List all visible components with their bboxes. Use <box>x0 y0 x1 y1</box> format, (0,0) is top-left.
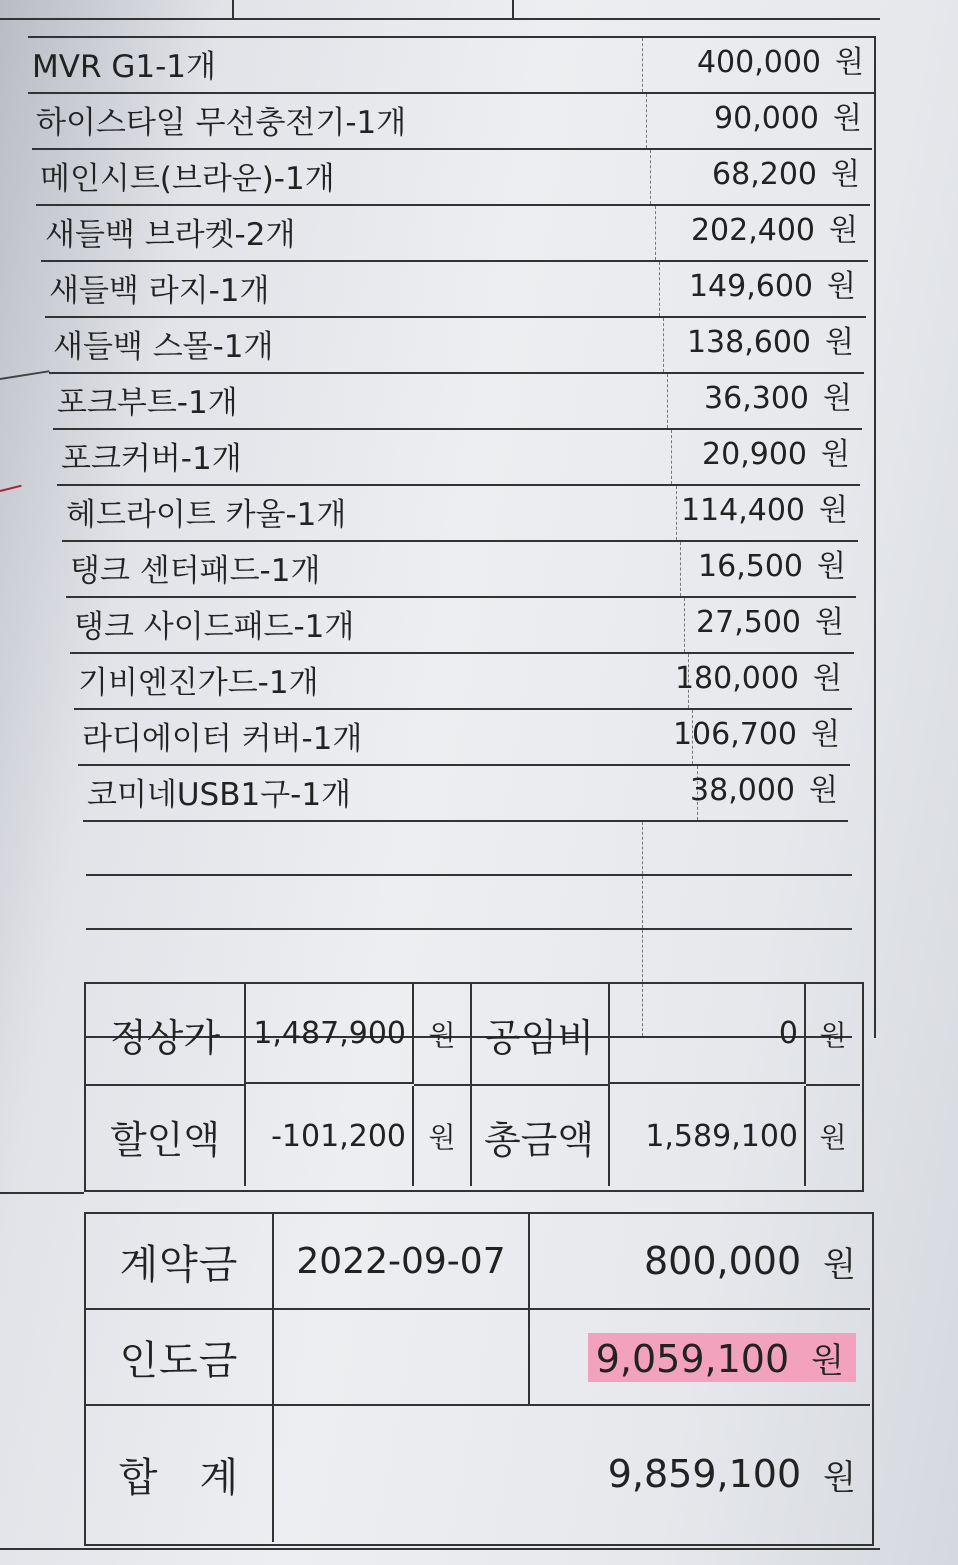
item-row <box>66 542 856 598</box>
list-price-label: 정상가 <box>86 984 246 1086</box>
delivery-unit: 원 <box>811 1340 844 1381</box>
column-divider <box>659 262 660 316</box>
labor-unit: 원 <box>806 984 860 1086</box>
item-amount-value: 90,000 <box>714 101 820 136</box>
column-divider <box>646 94 647 148</box>
item-amount <box>712 150 860 204</box>
column-divider <box>232 0 234 18</box>
item-row <box>28 38 874 94</box>
column-divider <box>642 876 643 928</box>
item-row <box>70 598 854 654</box>
item-row <box>45 262 866 318</box>
delivery-amount-cell <box>530 1310 870 1406</box>
discount-label: 할인액 <box>86 1086 246 1186</box>
sum-unit: 원 <box>823 1457 856 1498</box>
item-name: 헤드라이트 카울-1개 <box>66 497 347 533</box>
item-name: 새들백 스몰-1개 <box>53 329 274 365</box>
list-price-unit: 원 <box>414 984 472 1086</box>
discount-value: -101,200 <box>244 1086 414 1186</box>
item-amount-value: 114,400 <box>680 493 806 528</box>
sum-label: 합 계 <box>86 1406 274 1542</box>
item-amount <box>687 318 854 372</box>
payment-table <box>84 1212 874 1546</box>
column-divider <box>684 598 685 652</box>
item-amount-value: 400,000 <box>696 45 822 80</box>
column-divider <box>512 0 514 18</box>
item-amount <box>714 94 862 148</box>
item-amount-unit: 원 <box>827 269 856 304</box>
item-amount <box>698 542 846 596</box>
item-amount-value: 27,500 <box>696 605 802 640</box>
list-price-value: 1,487,900 <box>244 984 414 1084</box>
item-name: 라디에이터 커버-1개 <box>82 721 363 757</box>
header-table-bottom <box>0 0 880 20</box>
item-amount-value: 68,200 <box>712 157 818 192</box>
item-amount <box>690 766 838 820</box>
pen-mark <box>0 485 22 492</box>
item-amount-unit: 원 <box>813 661 842 696</box>
item-row <box>32 94 872 150</box>
item-amount-unit: 원 <box>811 717 840 752</box>
column-divider <box>680 542 681 596</box>
sum-amount-cell <box>274 1406 870 1542</box>
item-name: 새들백 라지-1개 <box>49 273 270 309</box>
item-amount <box>704 374 852 428</box>
item-amount <box>675 654 842 708</box>
empty-row <box>86 876 852 930</box>
item-amount-unit: 원 <box>823 381 852 416</box>
sum-value: 9,859,100 <box>607 1452 802 1496</box>
empty-row <box>86 822 852 876</box>
empty-row <box>86 930 852 984</box>
column-divider <box>671 430 672 484</box>
item-name: 포크커버-1개 <box>61 441 242 477</box>
column-divider <box>650 150 651 204</box>
item-row <box>53 374 862 430</box>
item-row <box>83 766 848 822</box>
item-amount-unit: 원 <box>809 773 838 808</box>
item-name: 하이스타일 무선충전기-1개 <box>36 105 407 141</box>
item-amount-value: 202,400 <box>690 213 816 248</box>
item-name: 코미네USB1구-1개 <box>87 777 351 813</box>
item-name: 메인시트(브라운)-1개 <box>40 161 335 197</box>
item-amount-value: 38,000 <box>690 773 796 808</box>
item-amount <box>673 710 840 764</box>
item-amount-unit: 원 <box>831 157 860 192</box>
total-unit: 원 <box>819 1121 847 1154</box>
deposit-value: 800,000 <box>644 1239 802 1283</box>
delivery-value: 9,059,100 <box>595 1336 790 1381</box>
item-amount-value: 106,700 <box>672 717 798 752</box>
item-amount-unit: 원 <box>835 45 864 80</box>
total-value: 1,589,100 <box>608 1086 806 1186</box>
item-amount-unit: 원 <box>817 549 846 584</box>
discount-unit: 원 <box>414 1086 472 1186</box>
item-row <box>36 150 870 206</box>
item-row <box>74 654 852 710</box>
item-amount <box>702 430 850 484</box>
item-name: 기비엔진가드-1개 <box>78 665 319 701</box>
deposit-label: 계약금 <box>86 1214 274 1310</box>
item-name: MVR G1-1개 <box>32 49 216 85</box>
item-amount <box>697 38 864 92</box>
item-row <box>49 318 864 374</box>
deposit-date: 2022-09-07 <box>274 1214 530 1310</box>
deposit-amount-cell <box>530 1214 870 1310</box>
total-label: 총금액 <box>470 1086 610 1186</box>
item-row <box>57 430 860 486</box>
column-divider <box>642 38 643 92</box>
item-amount-value: 180,000 <box>674 661 800 696</box>
item-amount-value: 149,600 <box>688 269 814 304</box>
labor-label: 공임비 <box>470 984 610 1086</box>
price-summary-table <box>84 982 864 1192</box>
item-name: 새들백 브라켓-2개 <box>45 217 296 253</box>
column-divider <box>642 930 643 982</box>
item-name: 탱크 센터패드-1개 <box>70 553 321 589</box>
item-amount <box>691 206 858 260</box>
item-amount-value: 36,300 <box>704 381 810 416</box>
column-divider <box>667 374 668 428</box>
item-amount-value: 138,600 <box>686 325 812 360</box>
item-row <box>78 710 850 766</box>
item-row <box>62 486 858 542</box>
rule-line <box>0 1548 880 1550</box>
item-amount-unit: 원 <box>819 493 848 528</box>
item-amount-unit: 원 <box>815 605 844 640</box>
item-amount-unit: 원 <box>833 101 862 136</box>
item-row <box>41 206 868 262</box>
column-divider <box>676 486 677 540</box>
column-divider <box>663 318 664 372</box>
delivery-date-empty <box>274 1310 530 1406</box>
item-amount <box>681 486 848 540</box>
deposit-unit: 원 <box>823 1244 856 1285</box>
item-amount-value: 20,900 <box>702 437 808 472</box>
column-divider <box>642 822 643 874</box>
rule-line <box>0 1192 84 1194</box>
item-name: 탱크 사이드패드-1개 <box>74 609 355 645</box>
labor-value: 0 <box>608 984 806 1084</box>
item-amount-unit: 원 <box>825 325 854 360</box>
item-amount <box>689 262 856 316</box>
item-amount-value: 16,500 <box>698 549 804 584</box>
item-amount-unit: 원 <box>829 213 858 248</box>
item-amount <box>696 598 844 652</box>
item-name: 포크부트-1개 <box>57 385 238 421</box>
item-list <box>28 36 876 1038</box>
item-amount-unit: 원 <box>821 437 850 472</box>
column-divider <box>655 206 656 260</box>
delivery-highlight <box>588 1333 856 1382</box>
delivery-label: 인도금 <box>86 1310 274 1406</box>
